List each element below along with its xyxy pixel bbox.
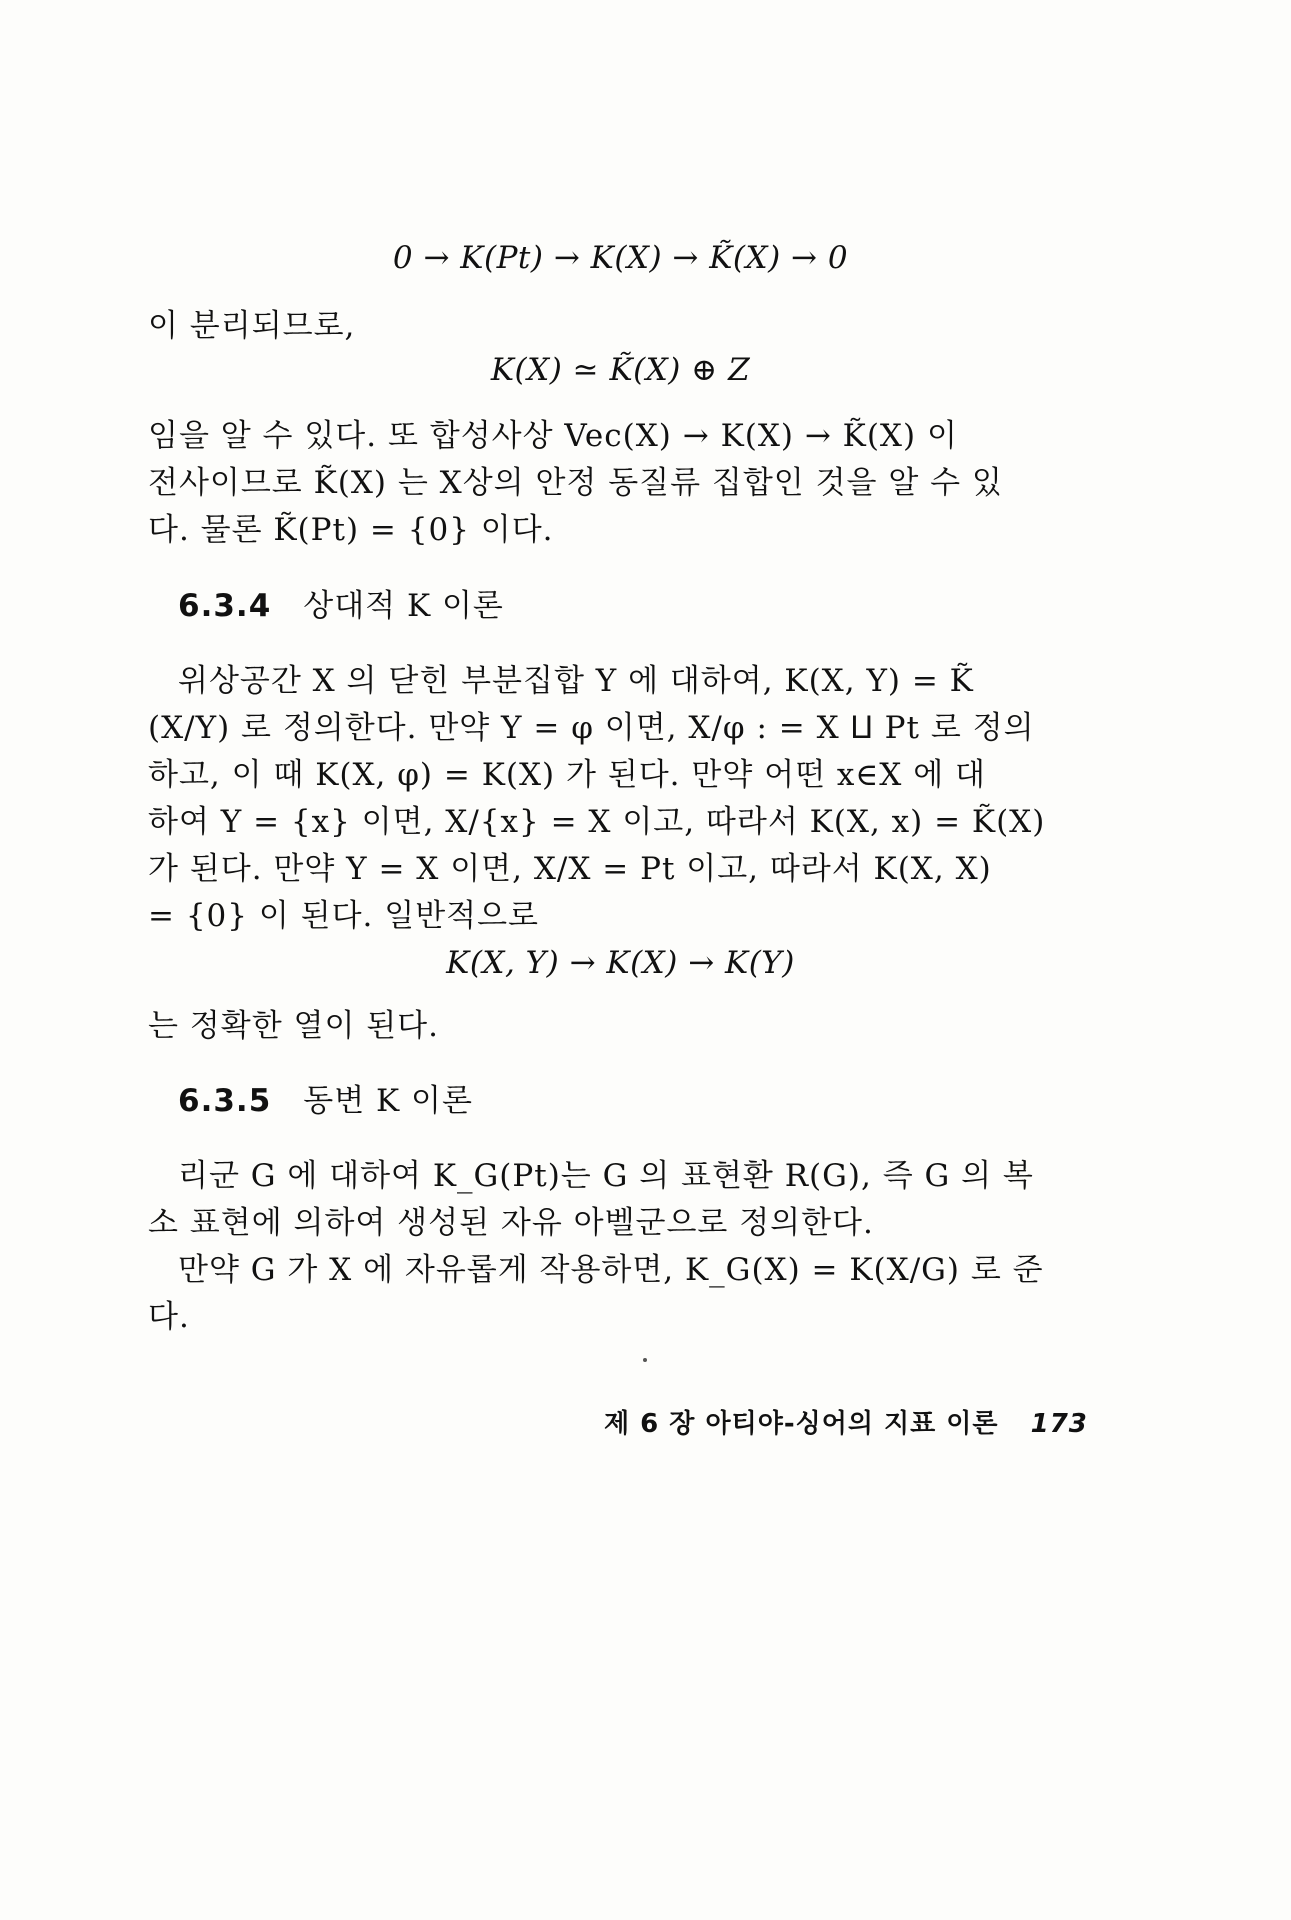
section-number: 6.3.4 <box>178 588 272 624</box>
equation-isomorphism: K(X) ≃ K̃(X) ⊕ Z <box>490 352 751 388</box>
text-line: 하고, 이 때 K(X, φ) = K(X) 가 된다. 만약 어떤 x∈X 에 대 <box>148 757 986 793</box>
section-heading-relative-k <box>178 580 504 625</box>
chapter-title: 제 6 장 아티야-싱어의 지표 이론 <box>604 1409 999 1439</box>
section-heading-equivariant-k <box>178 1075 473 1120</box>
page-number: 173 <box>1030 1409 1088 1439</box>
text-line: 위상공간 X 의 닫힌 부분집합 Y 에 대하여, K(X, Y) = K̃ <box>178 663 974 699</box>
text-line: 다. <box>148 1299 190 1335</box>
text-line: (X/Y) 로 정의한다. 만약 Y = φ 이면, X/φ : = X ⨿ Pt 로 정의 <box>148 710 1035 746</box>
text-line: 만약 G 가 X 에 자유롭게 작용하면, K_G(X) = K(X/G) 로 준 <box>178 1252 1044 1288</box>
text-line: 소 표현에 의하여 생성된 자유 아벨군으로 정의한다. <box>148 1205 874 1241</box>
text-line: 전사이므로 K̃(X) 는 X상의 안정 동질류 집합인 것을 알 수 있 <box>148 465 1003 501</box>
text-line: 임을 알 수 있다. 또 합성사상 Vec(X) → K(X) → K̃(X) 이 <box>148 418 958 454</box>
text-line: = {0} 이 된다. 일반적으로 <box>148 898 539 934</box>
text-line: 리군 G 에 대하여 K_G(Pt)는 G 의 표현환 R(G), 즉 G 의 복 <box>178 1158 1034 1194</box>
section-number: 6.3.5 <box>178 1083 272 1119</box>
speck-mark <box>643 1358 647 1362</box>
running-footer <box>604 1403 1088 1440</box>
text-line: 하여 Y = {x} 이면, X/{x} = X 이고, 따라서 K(X, x) = K̃(X) <box>148 804 1046 840</box>
text-line: 가 된다. 만약 Y = X 이면, X/X = Pt 이고, 따라서 K(X, X) <box>148 851 992 887</box>
equation-exact-sequence-relative: K(X, Y) → K(X) → K(Y) <box>446 945 795 981</box>
section-title: 동변 K 이론 <box>303 1083 473 1119</box>
section-title: 상대적 K 이론 <box>303 588 504 624</box>
text-line: 다. 물론 K̃(Pt) = {0} 이다. <box>148 512 554 548</box>
equation-exact-sequence: 0 → K(Pt) → K(X) → K̃(X) → 0 <box>392 240 849 276</box>
text-line: 이 분리되므로, <box>148 308 356 344</box>
text-line: 는 정확한 열이 된다. <box>148 1008 439 1044</box>
